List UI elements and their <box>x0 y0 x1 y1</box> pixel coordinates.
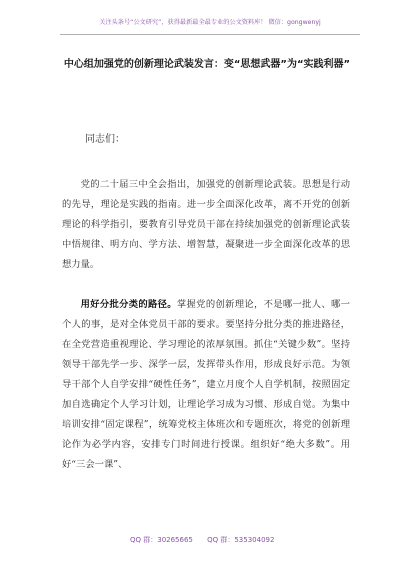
paragraph-2-body: 掌握党的创新理论，不是哪一批人、哪一个人的事，是对全体党员干部的要求。要坚持分批分类的推进路径，在全党营造重视理论、学习理论的浓厚氛围。抓住“关键少数”。坚持领导干部先学一步、深学一层，发挥带头作用，形成良好示范。为领导干部个人自学安排“硬性任务”，建立月度个人自学机制，按照固定加自选确定个人学习计划，让理论学习成为习惯、形成自觉。为集中培训安排“固定课程”，统筹党校主体班次和专题班次，将党的创新理论作为必学内容，安排专门时间进行授课。组织好“绝大多数”。用好“三会一课”、 <box>62 299 350 470</box>
paragraph-2 <box>62 295 350 475</box>
footer-contact <box>130 535 274 545</box>
document-title: 中心组加强党的创新理论武装发言：变“思想武器”为“实践利器” <box>63 59 351 70</box>
footer-qq-group-1: QQ 群：30265665 <box>130 536 193 544</box>
paragraph-1: 党的二十届三中全会指出，加强党的创新理论武装。思想是行动的先导，理论是实践的指南。进一步全面深化改革，离不开党的创新理论的科学指引，要教育引导党员干部在持续加强党的创新理论武装中悟规律、明方向、学方法、增智慧，凝聚进一步全面深化改革的思想力量。 <box>62 179 350 270</box>
salutation: 同志们： <box>85 134 125 145</box>
header-banner: 关注头条号“公文研究”，获得最新最全最专业的公文资料库！ 微信：gongwenyj <box>60 18 360 35</box>
footer-qq-group-2: QQ 群：535304092 <box>207 536 275 544</box>
paragraph-2-lead: 用好分批分类的路径。 <box>80 299 177 310</box>
